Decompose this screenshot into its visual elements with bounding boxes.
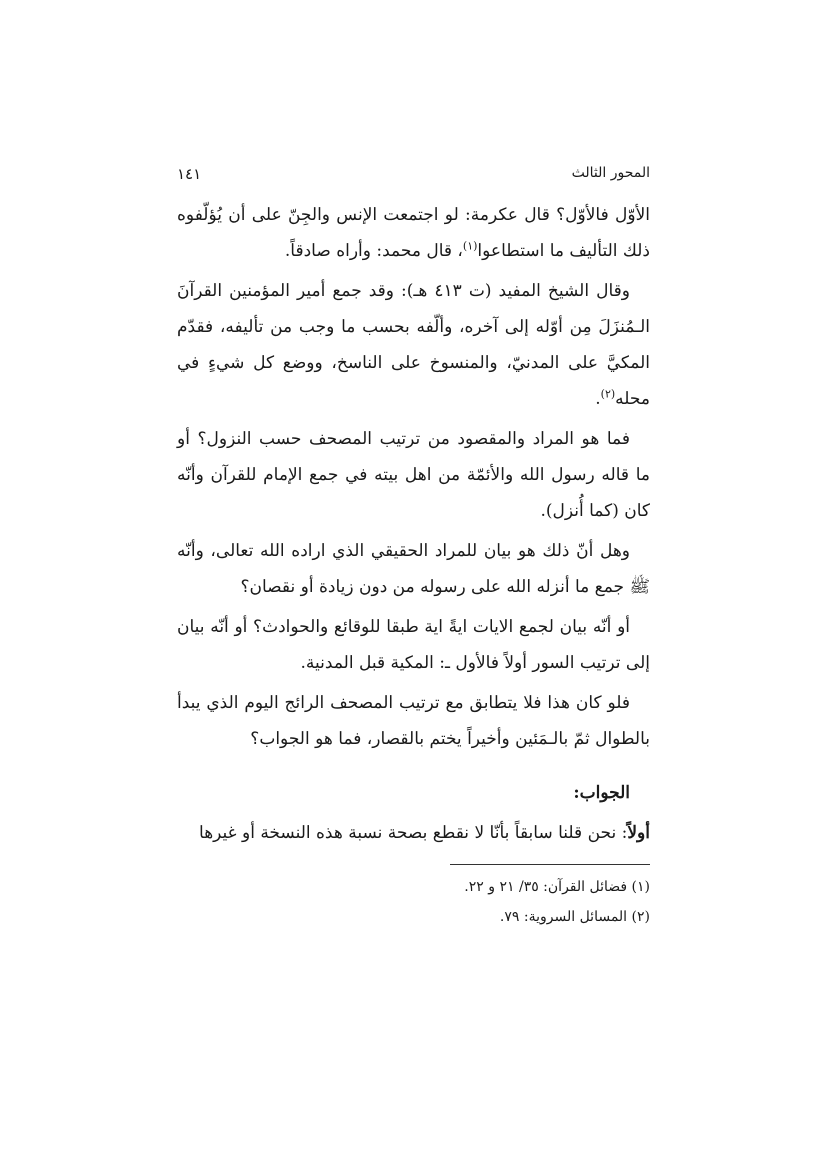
paragraph-1-tail: ، قال محمد: وأراه صادقاً.: [284, 241, 463, 261]
paragraph-7-lead: أولاً: [627, 823, 650, 843]
paragraph-3: فما هو المراد والمقصود من ترتيب المصحف حسب النزول؟ أو ما قاله رسول الله والأئمّة من اهل بيته في جمع الإمام للقرآن وأنّه كان (كما أُنزل).: [177, 429, 650, 521]
paragraph-6: فلو كان هذا فلا يتطابق مع ترتيب المصحف الرائج اليوم الذي يبدأ بالطوال ثمّ بالـمَئين وأخيراً يختم بالقصار، فما هو الجواب؟: [177, 693, 650, 749]
paragraph-4: وهل أنّ ذلك هو بيان للمراد الحقيقي الذي اراده الله تعالى، وأنّه ﷺ جمع ما أنزله الله على رسوله من دون زيادة أو نقصان؟: [177, 541, 650, 597]
running-header: [177, 163, 650, 187]
footnote-2: (٢) المسائل السروية: ٧٩.: [499, 909, 650, 925]
page-number: ١٤١: [177, 165, 202, 183]
section-title: المحور الثالث: [571, 165, 650, 181]
paragraph-1: [177, 197, 650, 269]
answer-heading: الجواب:: [573, 783, 630, 803]
paragraph-1-text: الأوّل فالأوّل؟ قال عكرمة: لو اجتمعت الإنس والجِنّ على أن يُؤلّفوه ذلك التأليف ما استطاعوا: [177, 205, 650, 261]
paragraph-7: [177, 815, 650, 851]
footnote-1: (١) فضائل القرآن: ٣٥/ ٢١ و ٢٢.: [464, 879, 650, 895]
paragraph-2-tail: .: [595, 389, 601, 409]
body-text: [177, 197, 650, 851]
footnote-divider: [450, 864, 650, 865]
paragraph-2: [177, 273, 650, 417]
paragraph-7-text: : نحن قلنا سابقاً بأنّا لا نقطع بصحة نسبة هذه النسخة أو غيرها: [199, 823, 628, 843]
footnote-ref-1[interactable]: (١): [462, 239, 478, 253]
footnotes: [177, 872, 650, 932]
paragraph-2-text: وقال الشيخ المفيد (ت ٤١٣ هـ): وقد جمع أمير المؤمنين القرآنَ الـمُنزَلَ مِن أوّله إلى آخره، وألّفه بحسب ما وجب من تأليفه، فقدّم المكيَّ على المدنيّ، والمنسوخ على الناسخ، ووضع كل شيءٍ في محله: [177, 281, 650, 409]
footnote-ref-2[interactable]: (٢): [600, 387, 616, 401]
paragraph-5: أو أنّه بيان لجمع الايات ايةً اية طبقا للوقائع والحوادث؟ أو أنّه بيان إلى ترتيب السور أولاً فالأول ـ: المكية قبل المدنية.: [177, 617, 650, 673]
